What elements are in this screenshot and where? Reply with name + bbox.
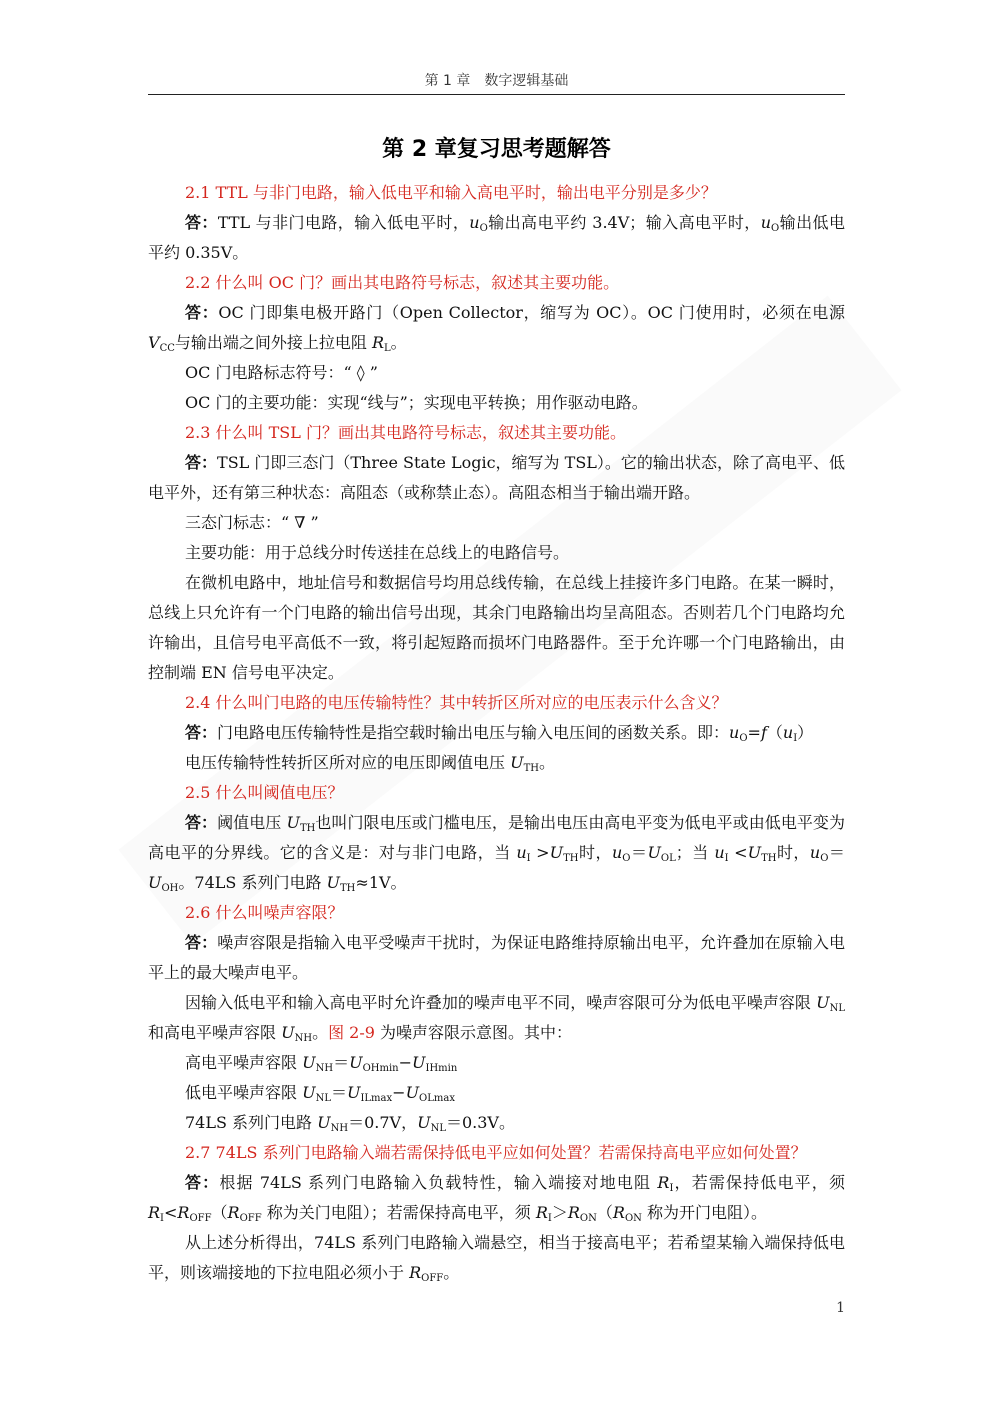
figure-ref: 图 2-9: [328, 1023, 375, 1042]
header-rule: [148, 94, 845, 95]
answer-2-6: 答：噪声容限是指输入电平受噪声干扰时，为保证电路维持原输出电平，允许叠加在原输入电平上的最大噪声电平。: [148, 933, 845, 982]
question-2-3: 2.3 什么叫 TSL 门？画出其电路符号标志，叙述其主要功能。: [185, 423, 626, 442]
page-number: 1: [836, 1300, 845, 1316]
answer-2-3-detail: 在微机电路中，地址信号和数据信号均用总线传输，在总线上挂接许多门电路。在某一瞬时，总线上只允许有一个门电路的输出信号出现，其余门电路输出均呈高阻态。否则若几个门电路均允许输出，且信号电平高低不一致，将引起短路而损坏门电路器件。至于允许哪一个门电路输出，由控制端 EN 信号电平决定。: [148, 573, 845, 682]
answer-2-2-symbol: OC 门电路标志符号：“ ◊ ”: [185, 363, 378, 382]
running-header: 第 1 章 数字逻辑基础: [424, 73, 569, 89]
answer-2-7: 答：根据 74LS 系列门电路输入负载特性，输入端接对地电阻 $R_I$，若需保持低电平，须 $R_I<R_{OFF}(R_{OFF}$ 称为关门电阻）；若需保持高电平，须 $R_I>R_{ON}(R_{ON}$ 称为开门电阻）。: [148, 1173, 845, 1224]
question-2-6: 2.6 什么叫噪声容限？: [185, 903, 344, 922]
formula-unl: 低电平噪声容限 $U_{NL}=U_{ILmax}-U_{OLmax}$: [185, 1083, 455, 1104]
answer-2-3: 答：TSL 门即三态门（Three State Logic，缩写为 TSL）。它的输出状态，除了高电平、低电平外，还有第三种状态：高阻态（或称禁止态）。高阻态相当于输出端开路。: [148, 453, 845, 502]
answer-2-3-function: 主要功能：用于总线分时传送挂在总线上的电路信号。: [185, 543, 570, 562]
page-title: 第 2 章复习思考题解答: [382, 137, 611, 162]
answer-2-6-values: 74LS 系列门电路 $U_{NH}=0.7V$，$U_{NL}=0.3V$。: [185, 1113, 515, 1134]
answer-2-6-detail: 因输入低电平和输入高电平时允许叠加的噪声电平不同，噪声容限可分为低电平噪声容限 $U_{NL}$ 和高电平噪声容限 $U_{NH}$。图 2-9 为噪声容限示意图。其中：: [148, 993, 845, 1044]
document-body: [148, 178, 845, 1288]
question-2-2: 2.2 什么叫 OC 门？画出其电路符号标志，叙述其主要功能。: [185, 273, 620, 292]
answer-2-4-threshold: 电压传输特性转折区所对应的电压即阈值电压 $U_{TH}$。: [185, 753, 555, 774]
answer-2-7-conclusion: 从上述分析得出，74LS 系列门电路输入端悬空，相当于接高电平；若希望某输入端保持低电平，则该端接地的下拉电阻必须小于 $R_{OFF}$。: [148, 1233, 845, 1284]
question-2-7: 2.7 74LS 系列门电路输入端若需保持低电平应如何处置？若需保持高电平应如何处置？: [185, 1143, 807, 1162]
question-2-1: 2.1 TTL 与非门电路，输入低电平和输入高电平时，输出电平分别是多少？: [185, 183, 717, 202]
answer-2-3-symbol: 三态门标志：“ ∇ ”: [185, 513, 319, 532]
question-2-4: 2.4 什么叫门电路的电压传输特性？其中转折区所对应的电压表示什么含义？: [185, 693, 728, 712]
answer-2-1: 答：TTL 与非门电路，输入低电平时，$u_O$输出高电平约 3.4V；输入高电平时，$u_O$输出低电平约 0.35V。: [148, 213, 845, 262]
answer-2-2: 答：OC 门即集电极开路门（Open Collector，缩写为 OC）。OC 门使用时，必须在电源 $V_{CC}$与输出端之间外接上拉电阻 $R_L$。: [148, 303, 845, 354]
question-2-5: 2.5 什么叫阈值电压？: [185, 783, 344, 802]
formula-unh: 高电平噪声容限 $U_{NH}=U_{OHmin}-U_{IHmin}$: [185, 1053, 458, 1074]
answer-2-5: 答：阈值电压 $U_{TH}$也叫门限电压或门槛电压，是输出电压由高电平变为低电平或由低电平变为高电平的分界线。它的含义是：对与非门电路，当 $u_I >U_{TH}$时，$u_O=U_{OL}$；当 $u_I <U_{TH}$时，$u_O=U_{OH}$。74LS 系列门电路 $U_{TH}\approx 1V$。: [148, 813, 845, 894]
answer-2-2-function: OC 门的主要功能：实现“线与”；实现电平转换；用作驱动电路。: [185, 393, 648, 412]
answer-2-4: 答：门电路电压传输特性是指空载时输出电压与输入电压间的函数关系。即：$u_O=f(u_I)$: [185, 723, 814, 744]
